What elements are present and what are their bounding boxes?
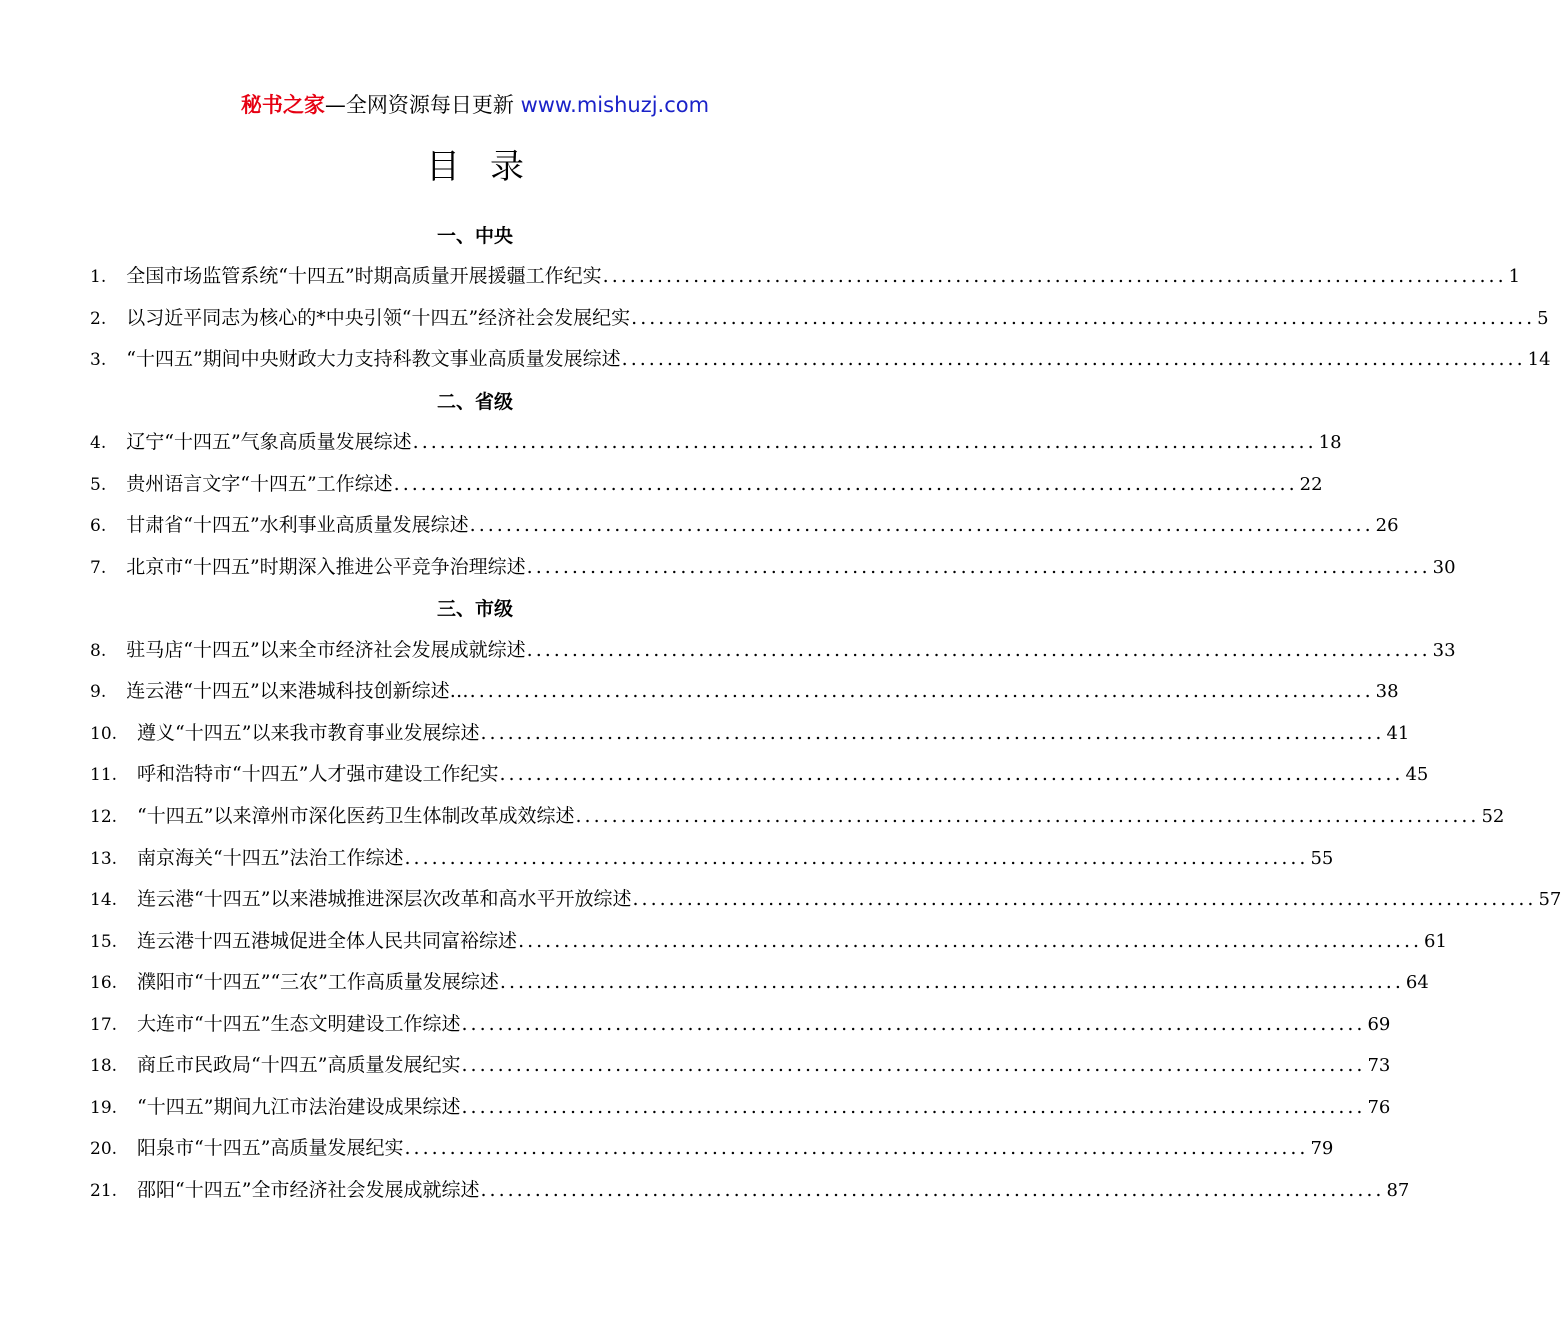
toc-entry[interactable] [90,718,1410,748]
dot-leader: .................................................................................................... [518,930,1423,952]
entry-page-number: 14 [1527,349,1551,370]
header-banner [0,90,950,120]
entry-title: “十四五”以来漳州市深化医药卫生体制改革成效综述 [137,805,575,827]
entry-title: 以习近平同志为核心的*中央引领“十四五”经济社会发展纪实 [126,307,631,329]
dot-leader: .................................................................................................... [499,763,1404,785]
entry-number: 17. [90,1015,118,1035]
entry-title: 濮阳市“十四五”“三农”工作高质量发展综述 [137,971,499,993]
dot-leader: .................................................................................................... [480,1179,1385,1201]
toc-entry[interactable] [90,759,1429,789]
dot-leader: .................................................................................................... [631,307,1536,329]
entry-number: 10. [90,724,118,744]
dot-leader: .................................................................................................... [480,722,1385,744]
entry-title: “十四五”期间中央财政大力支持科教文事业高质量发展综述 [126,348,621,370]
dot-leader: .................................................................................................... [526,556,1431,578]
toc-entry[interactable] [90,1133,1334,1163]
entry-title: 商丘市民政局“十四五”高质量发展纪实 [137,1054,461,1076]
entry-number: 7. [90,558,107,578]
toc-entry[interactable] [90,884,1561,914]
entry-title: 贵州语言文字“十四五”工作综述 [126,473,393,495]
dot-leader: .................................................................................................... [461,1096,1366,1118]
entry-number: 19. [90,1098,118,1118]
entry-number: 13. [90,849,118,869]
entry-page-number: 5 [1537,308,1549,329]
entry-page-number: 64 [1405,972,1429,993]
dot-leader: .................................................................................................... [602,265,1507,287]
brand-name: 秘书之家 [240,93,325,117]
entry-title: 呼和浩特市“十四五”人才强市建设工作纪实 [137,763,499,785]
entry-title: 全国市场监管系统“十四五”时期高质量开展援疆工作纪实 [126,265,602,287]
dot-leader: .................................................................................................... [575,805,1480,827]
entry-title: 连云港十四五港城促进全体人民共同富裕综述 [137,930,518,952]
toc-entry[interactable] [90,344,1551,374]
toc-entry[interactable] [90,967,1429,997]
toc-title: 目录 [426,147,554,187]
entry-page-number: 41 [1386,723,1410,744]
toc-entry[interactable] [90,1050,1391,1080]
dot-leader: .................................................................................................... [632,888,1537,910]
entry-page-number: 1 [1508,266,1521,287]
entry-title: 北京市“十四五”时期深入推进公平竞争治理综述 [126,556,526,578]
entry-page-number: 73 [1367,1055,1391,1076]
entry-number: 6. [90,516,107,536]
entry-number: 21. [90,1181,118,1201]
entry-number: 3. [90,350,107,370]
entry-page-number: 76 [1367,1097,1391,1118]
toc-entry[interactable] [90,261,1521,291]
dot-leader: .................................................................................................... [526,639,1431,661]
toc-entry[interactable] [90,1175,1410,1205]
entry-page-number: 87 [1386,1180,1410,1201]
entry-number: 12. [90,807,118,827]
entry-number: 15. [90,932,118,952]
toc-entry[interactable] [90,843,1334,873]
entry-page-number: 22 [1299,474,1323,495]
section-heading-municipal: 三、市级 [436,598,513,620]
entry-page-number: 30 [1432,557,1456,578]
entry-page-number: 33 [1432,640,1456,661]
dot-leader: .................................................................................................... [461,1013,1366,1035]
dot-leader: .................................................................................................... [404,1137,1309,1159]
dot-leader: .................................................................................................... [499,971,1404,993]
toc-entry[interactable] [90,801,1505,831]
entry-title: 驻马店“十四五”以来全市经济社会发展成就综述 [126,639,526,661]
entry-title: 邵阳“十四五”全市经济社会发展成就综述 [137,1179,480,1201]
entry-title: 辽宁“十四五”气象高质量发展综述 [126,431,412,453]
entry-title: “十四五”期间九江市法治建设成果综述 [137,1096,461,1118]
entry-page-number: 55 [1310,848,1334,869]
section-heading-provincial: 二、省级 [436,391,513,413]
dot-leader: .................................................................................................... [461,1054,1366,1076]
entry-number: 1. [90,267,107,287]
entry-page-number: 45 [1405,764,1429,785]
entry-title: 阳泉市“十四五”高质量发展纪实 [137,1137,404,1159]
toc-entry[interactable] [90,552,1456,582]
entry-number: 16. [90,973,118,993]
header-slogan: —全网资源每日更新 [324,93,521,117]
entry-page-number: 38 [1375,681,1399,702]
entry-title: 连云港“十四五”以来港城推进深层次改革和高水平开放综述 [137,888,632,910]
toc-entry[interactable] [90,635,1456,665]
entry-title: 大连市“十四五”生态文明建设工作综述 [137,1013,461,1035]
entry-number: 14. [90,890,118,910]
entry-title: 连云港“十四五”以来港城科技创新综述… [126,680,469,702]
entry-number: 18. [90,1056,118,1076]
entry-page-number: 26 [1375,515,1399,536]
entry-page-number: 61 [1424,931,1447,952]
toc-entry[interactable] [90,676,1399,706]
toc-entry[interactable] [90,427,1342,457]
toc-entry[interactable] [90,510,1399,540]
entry-number: 9. [90,682,107,702]
toc-entry[interactable] [90,1009,1391,1039]
entry-number: 5. [90,475,107,495]
entry-number: 11. [90,765,118,785]
entry-number: 4. [90,433,107,453]
entry-page-number: 57 [1538,889,1561,910]
dot-leader: .................................................................................................... [412,431,1317,453]
entry-number: 2. [90,309,107,329]
entry-title: 甘肃省“十四五”水利事业高质量发展综述 [126,514,469,536]
toc-entry[interactable] [90,469,1323,499]
toc-entry[interactable] [90,303,1549,333]
entry-title: 遵义“十四五”以来我市教育事业发展综述 [137,722,480,744]
entry-title: 南京海关“十四五”法治工作综述 [137,847,404,869]
toc-entry[interactable] [90,926,1447,956]
entry-number: 8. [90,641,107,661]
dot-leader: .................................................................................................... [404,847,1309,869]
dot-leader: .................................................................................................... [393,473,1298,495]
dot-leader: .................................................................................................... [469,514,1374,536]
entry-number: 20. [90,1139,118,1159]
dot-leader: .................................................................................................... [469,680,1374,702]
entry-page-number: 79 [1310,1138,1334,1159]
section-heading-central: 一、中央 [436,225,513,247]
dot-leader: .................................................................................................... [621,348,1526,370]
entry-page-number: 18 [1318,432,1342,453]
toc-entry[interactable] [90,1092,1391,1122]
entry-page-number: 52 [1481,806,1505,827]
entry-page-number: 69 [1367,1014,1391,1035]
website-link[interactable]: www.mishuzj.com [520,93,710,117]
